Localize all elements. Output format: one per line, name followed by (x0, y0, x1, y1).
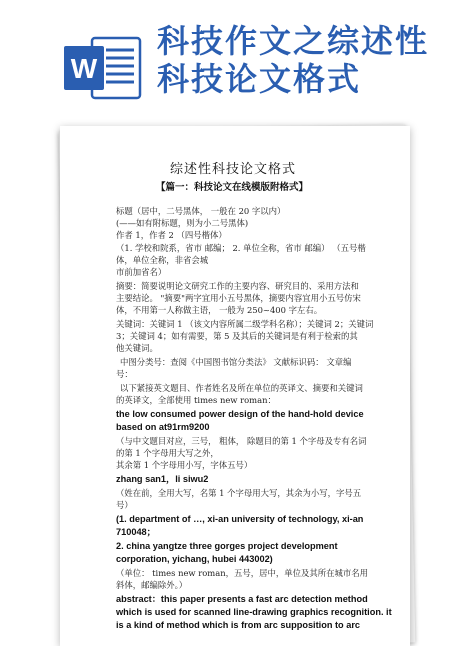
doc-line-english: the low consumed power design of the hand-hold device (116, 409, 364, 419)
word-app-icon (62, 36, 142, 100)
word-logo-letter: W (70, 53, 98, 84)
doc-line: 主要结论。 "摘要"两字宜用小五号黑体，摘要内容宜用小五号仿宋 (116, 293, 361, 303)
bottom-margin (0, 646, 474, 669)
doc-line: （1. 学校和院系，省市 邮编； 2. 单位全称，省市 邮编） （五号楷 (116, 243, 366, 253)
doc-line-english: (1. department of …, xi-an university of technology, xi-an (116, 514, 364, 524)
document-page (60, 126, 410, 646)
doc-line: (——如有附标题，则为小二号黑体) (116, 218, 249, 228)
document-subtitle: 【篇一：科技论文在线模版附格式】 (156, 182, 309, 193)
doc-line: 其余第 1 个字母用小写，字体五号） (116, 460, 253, 470)
doc-line-english: zhang san1，li siwu2 (116, 474, 209, 484)
banner-title-line1: 科技作文之综述性 (157, 22, 430, 60)
banner-title-line2: 科技论文格式 (157, 60, 362, 98)
doc-line-english: 2. china yangtze three gorges project development (116, 541, 338, 551)
doc-line: （单位： times new roman，五号，居中，单位及其所在城市名用 (116, 568, 368, 578)
doc-line-english: abstract：this paper presents a fast arc detection method (116, 594, 368, 604)
doc-line: 斜体，邮编除外。） (116, 580, 188, 590)
doc-line: 的英译文，全部使用 times new roman： (116, 395, 276, 405)
doc-line-english: based on at91rm9200 (116, 422, 210, 432)
doc-line: 以下紧接英文题目、作者姓名及所在单位的英译文、摘要和关键词 (120, 383, 363, 393)
doc-line: 关键词：关键词 1 （该文内容所属二级学科名称）；关键词 2；关键词 (116, 319, 374, 329)
doc-line-english: 710048； (116, 527, 156, 537)
doc-line: 摘要：简要说明论文研究工作的主要内容、研究目的、采用方法和 (116, 281, 359, 291)
doc-line: 市前加省名） (116, 267, 167, 277)
doc-line: 标题（居中，二号黑体， 一般在 20 字以内） (116, 206, 286, 216)
doc-line: 中图分类号：查阅《中国图书馆分类法》 文献标识码： 文章编 (120, 357, 352, 367)
doc-line: 他关键词。 (116, 343, 158, 353)
doc-line: 号） (116, 500, 133, 510)
document-title: 综述性科技论文格式 (170, 162, 297, 177)
banner-title (157, 22, 429, 98)
doc-line-english: corporation, yichang, hubei 443002) (116, 554, 273, 564)
doc-line: 号： (116, 369, 133, 379)
doc-line: 体，单位全称，非省会城 (116, 255, 209, 265)
doc-line: 体，不用第一人称做主语， 一般为 250~400 字左右。 (116, 305, 323, 315)
doc-line-english: is a kind of method which is from arc supposition to arc (116, 620, 361, 630)
header-banner (0, 0, 474, 118)
doc-line: 的第 1 个字母用大写之外， (116, 448, 219, 458)
doc-line-english: which is used for scanned line-drawing graphics recognition. it (116, 607, 392, 617)
doc-line: （姓在前，全用大写，名第 1 个字母用大写，其余为小写，字号五 (116, 488, 362, 498)
doc-line: 3；关键词 4；如有需要，第 5 及其后的关键词是有利于检索的其 (116, 331, 358, 341)
doc-line: 作者 1，作者 2 （四号楷体） (116, 230, 227, 240)
doc-line: （与中文题目对应，三号， 粗体， 除题目的第 1 个字母及专有名词 (116, 436, 367, 446)
